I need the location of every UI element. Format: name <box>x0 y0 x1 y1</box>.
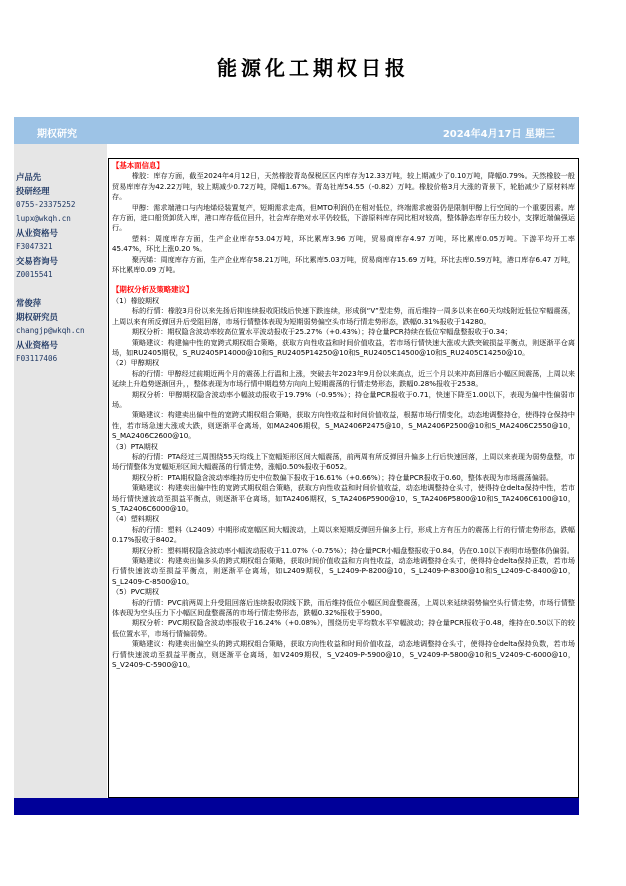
pta-advice: 策略建议：构建卖出偏中性的宽跨式期权组合策略，获取方向性收益和时间价值收益，动态地调整持仓头寸，使得持仓delta保持中性，若市场行情快速波动至损益平衡点，则逐渐平仓离场，如TA2406期权，S_TA2406P5900@10，S_TA2406P5800@10和S_TA2406C6100@10，S_TA2406C6000@10。 <box>112 483 575 513</box>
report-date: 2024年4月17日 星期三 <box>442 129 555 140</box>
rubber-market: 标的行情：橡胶3月份以来先扬后抑连续报收阳线后快速下跌连续，形成倒“V”型走势，而后维持一周多以来在60天均线附近低位窄幅震荡，上周以来有所反弹回升后受阻回落，市场行情整体表现为短期弱势偏空头市场行情走势形态，跌幅0.31%报收于14280。 <box>112 306 575 326</box>
analyst-card <box>16 296 85 366</box>
pta-market: 标的行情：PTA经过三周围绕55天均线上下宽幅矩形区间大幅震荡，前两周有所反弹回升偏多上行后快速回落，上周以来表现为弱势盘整，市场行情整体为宽幅矩形区间大幅震荡的行情走势，涨幅0.50%报收于6052。 <box>112 451 575 472</box>
pta-analysis: 期权分析：PTA期权隐含波动率维持历史中位数偏下报收于16.61%（+0.66%）；持仓量PCR报收于0.60，整体表现为市场震荡偏弱。 <box>131 472 554 482</box>
header-bar <box>14 117 579 144</box>
methanol-analysis: 期权分析：甲醇期权隐含波动率小幅波动报收于19.79%（-0.95%）；持仓量PCR报收于0.71，快速下降至1.00以下，表现为偏中性偏弱市场。 <box>112 389 575 409</box>
fundamental-pp: 聚丙烯：周度库存方面，生产企业库存58.21万吨，环比累库5.03万吨，贸易商库存15.69 万吨，环比去库0.59万吨，港口库存6.47 万吨，环比累库0.09 万吨。 <box>112 254 575 275</box>
pvc-market: 标的行情：PVC前两周上升受阻回落后连续报收阴线下跌，而后维持低位小幅区间盘整震荡，上周以来延续弱势偏空头行情走势，市场行情整体表现为空头压力下小幅区间盘整震荡的市场行情走势形态，跌幅0.32%报收于5900。 <box>112 597 575 618</box>
qualification-label: 从业资格号 <box>16 340 58 350</box>
pvc-analysis: 期权分析：PVC期权隐含波动率报收于16.24%（+0.08%），围绕历史平均数水平窄幅波动；持仓量PCR报收于0.48，维持在0.50以下的较低位置水平，市场行情偏弱势。 <box>112 618 575 638</box>
rubber-analysis: 期权分析：期权隐含波动率较高位置水平波动报收于25.27%（+0.43%）；持仓量PCR持续在低位窄幅盘整报收于0.34； <box>131 327 512 337</box>
fundamental-plastic: 塑料：周度库存方面，生产企业库存53.04万吨，环比累库3.96 万吨，贸易商库存4.97 万吨，环比累库0.05万吨。下游平均开工率45.47%，环比上涨0.20 %。 <box>112 233 575 254</box>
report-body <box>108 158 579 798</box>
qualification-label: 从业资格号 <box>16 228 58 238</box>
fundamental-rubber: 橡胶：库存方面，截至2024年4月12日，天然橡胶青岛保税区区内库存为12.33万吨，较上期减少了0.10万吨，降幅0.79%。天然橡胶一般贸易库库存为42.22万吨，较上期减少0.72万吨，降幅1.67%。青岛社库54.55（-0.82）万吨。橡胶价格3月大涨的背景下，轮胎减少了原材料库存。 <box>112 171 575 202</box>
analyst-email[interactable]: changjp@wkqh.cn <box>16 326 85 335</box>
plastic-advice: 策略建议：构建卖出偏多头的跨式期权组合策略，获取时间价值收益和方向性收益，动态地调整持仓头寸，使得持仓delta保持正数，若市场行情快速波动至损益平衡点，则逐渐平仓离场，如L2409期权，S_L2409-P-8200@10，S_L2409-P-8300@10和S_L2409-C-8400@10，S_L2409-C-8500@10。 <box>112 556 575 586</box>
fundamentals-heading: 【基本面信息】 <box>112 161 164 170</box>
plastic-analysis: 期权分析：塑料期权隐含波动率小幅波动报收于11.07%（-0.75%）；持仓量PCR小幅盘整报收于0.84，仍在0.10以下表明市场整体仍偏弱。 <box>131 545 574 555</box>
rubber-option-title: （1）橡胶期权 <box>112 295 160 305</box>
qualification-number: F3047321 <box>16 242 53 251</box>
plastic-option-title: （4）塑料期权 <box>112 514 160 524</box>
section-label: 期权研究 <box>37 129 77 140</box>
qualification-number: F03117406 <box>16 354 58 363</box>
analyst-role: 投研经理 <box>16 186 50 196</box>
analyst-role: 期权研究员 <box>16 312 58 322</box>
consult-label: 交易咨询号 <box>16 256 58 266</box>
analyst-name: 卢品先 <box>16 172 42 182</box>
pvc-advice: 策略建议：构建卖出偏空头的跨式期权组合策略，获取方向性收益和时间价值收益，动态地调整持仓头寸，使得持仓delta保持负数，若市场行情快速波动至损益平衡点，则逐渐平仓离场，如V2409期权，S_V2409-P-5900@10，S_V2409-P-5800@10和S_V2409-C-6000@10，S_V2409-C-5900@10。 <box>112 639 575 670</box>
pvc-option-title: （5）PVC期权 <box>112 587 159 597</box>
methanol-advice: 策略建议：构建卖出偏中性的宽跨式期权组合策略，获取方向性收益和时间价值收益，根据市场行情变化，动态地调整持仓，使得持仓保持中性，若市场急速大涨或大跌，则逐渐平仓离场，如MA2406期权，S_MA2406P2475@10，S_MA2406P2500@10和S_MA2406C2550@10，S_MA2406C2600@10。 <box>112 410 575 441</box>
pta-option-title: （3）PTA期权 <box>112 441 158 451</box>
strategy-heading: 【期权分析及策略建议】 <box>112 285 194 295</box>
report-title: 能源化工期权日报 <box>217 56 409 80</box>
footer-bar <box>14 798 579 815</box>
fundamental-methanol: 甲醇：需求端港口与内地烯烃装置复产，短期需求走高，但MTO利润仍在相对低位，终端需求疲弱仍是限制甲醇上行空间的一个重要因素。库存方面，进口船货卸货入库，港口库存低位回升，社会库存绝对水平仍较低，下游原料库存同比相对较高，整体静态库存压力较小，支撑近端偏强运行。 <box>112 202 575 233</box>
methanol-option-title: （2）甲醇期权 <box>112 358 160 368</box>
plastic-market: 标的行情：塑料（L2409）中期形成宽幅区间大幅波动，上周以来短期反弹回升偏多上行，形成上方有压力的震荡上行的行情走势形态，跌幅0.17%报收于8402。 <box>112 524 575 545</box>
consult-number: Z0015541 <box>16 270 53 279</box>
methanol-market: 标的行情：甲醇经过前期近两个月的震荡上行温和上涨，突破去年2023年9月份以来高点，近三个月以来冲高回落后小幅区间震荡，上周以来延续上升趋势逐渐回升，，整体表现为市场行情中期趋势方向向上短期震荡的行情走势形态，跌幅0.28%报收于2538。 <box>112 368 575 389</box>
analyst-name: 常俊萍 <box>16 298 42 308</box>
analyst-card <box>16 170 75 282</box>
rubber-advice: 策略建议：构建偏中性的宽跨式期权组合策略，获取方向性收益和时间价值收益，若市场行情快速大涨或大跌突破损益平衡点，则逐渐平仓离场，如RU2405期权，S_RU2405P14000@10和S_RU2405P14250@10和S_RU2405C14500@10和S_RU2405C14250@10。 <box>112 337 575 357</box>
analyst-email[interactable]: lupx@wkqh.cn <box>16 214 71 223</box>
analyst-phone: 0755-23375252 <box>16 200 76 209</box>
analyst-sidebar <box>14 144 107 798</box>
